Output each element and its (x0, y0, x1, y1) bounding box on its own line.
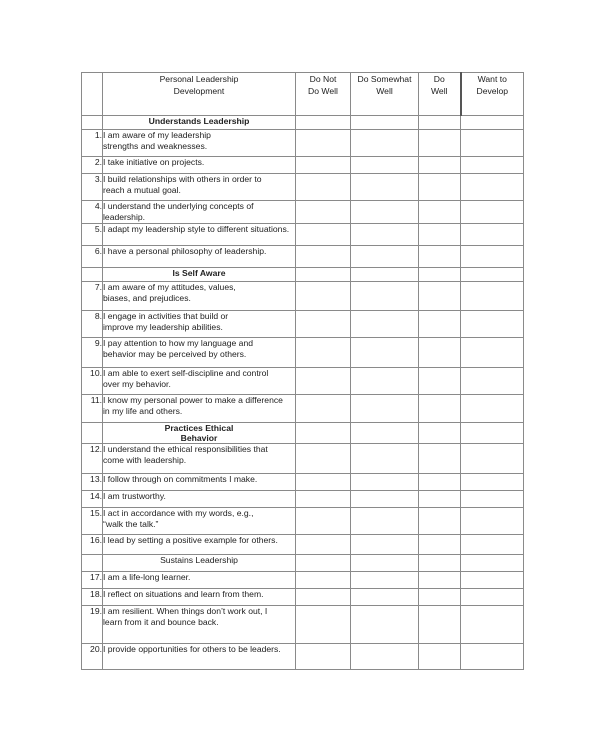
rating-want-to-develop-cell[interactable] (461, 644, 524, 670)
statement-text (103, 474, 296, 491)
rating-do-not-do-well-cell[interactable] (296, 444, 351, 474)
statement-number: 9. (82, 338, 103, 368)
rating-do-not-do-well-cell[interactable] (296, 157, 351, 174)
statement-text (103, 491, 296, 508)
rating-want-to-develop-cell[interactable] (461, 174, 524, 201)
statement-row (82, 174, 524, 201)
rating-want-to-develop-cell[interactable] (461, 201, 524, 224)
statement-number: 4. (82, 201, 103, 224)
statement-number: 11. (82, 395, 103, 423)
rating-do-somewhat-well-cell[interactable] (351, 444, 419, 474)
statement-text (103, 338, 296, 368)
text-line: come with leadership. (103, 455, 187, 465)
statement-number: 3. (82, 174, 103, 201)
statement-text (103, 174, 296, 201)
text-line: I adapt my leadership style to different situations. (103, 224, 290, 234)
rating-do-somewhat-well-cell[interactable] (351, 311, 419, 338)
section-row (82, 268, 524, 282)
rating-want-to-develop-cell[interactable] (461, 572, 524, 589)
rating-do-well-cell[interactable] (419, 201, 461, 224)
statement-text (103, 508, 296, 535)
rating-do-not-do-well-cell[interactable] (296, 338, 351, 368)
statement-row (82, 444, 524, 474)
rating-want-to-develop-cell[interactable] (461, 130, 524, 157)
statement-number: 19. (82, 606, 103, 644)
text-line: behavior may be perceived by others. (103, 349, 247, 359)
statement-number: 8. (82, 311, 103, 338)
section-number-cell (82, 555, 103, 572)
statement-number: 17. (82, 572, 103, 589)
text-line: improve my leadership abilities. (103, 322, 223, 332)
rating-do-well-cell[interactable] (419, 644, 461, 670)
text-line: reach a mutual goal. (103, 185, 181, 195)
text-line: I am able to exert self-discipline and control (103, 368, 269, 378)
rating-want-to-develop-cell[interactable] (461, 474, 524, 491)
statement-row (82, 157, 524, 174)
text-line: I understand the underlying concepts of (103, 201, 254, 211)
statement-row (82, 535, 524, 555)
rating-do-not-do-well-cell[interactable] (296, 535, 351, 555)
section-title (103, 555, 296, 572)
rating-want-to-develop-cell[interactable] (461, 116, 524, 130)
statement-text (103, 282, 296, 311)
rating-want-to-develop-cell[interactable] (461, 268, 524, 282)
statement-row (82, 201, 524, 224)
rating-do-well-cell[interactable] (419, 224, 461, 246)
statement-row (82, 338, 524, 368)
rating-do-somewhat-well-cell[interactable] (351, 157, 419, 174)
statement-row (82, 508, 524, 535)
rating-want-to-develop-cell[interactable] (461, 282, 524, 311)
rating-want-to-develop-cell[interactable] (461, 311, 524, 338)
rating-do-somewhat-well-cell[interactable] (351, 201, 419, 224)
header-do-well: Do Well (419, 73, 461, 116)
rating-do-somewhat-well-cell[interactable] (351, 116, 419, 130)
section-number-cell (82, 423, 103, 444)
rating-do-well-cell[interactable] (419, 508, 461, 535)
header-row (82, 73, 524, 116)
rating-do-well-cell[interactable] (419, 606, 461, 644)
rating-want-to-develop-cell[interactable] (461, 338, 524, 368)
rating-want-to-develop-cell[interactable] (461, 423, 524, 444)
statement-number: 10. (82, 368, 103, 395)
rating-do-somewhat-well-cell[interactable] (351, 589, 419, 606)
rating-do-well-cell[interactable] (419, 423, 461, 444)
rating-do-well-cell[interactable] (419, 368, 461, 395)
rating-do-well-cell[interactable] (419, 311, 461, 338)
section-title (103, 116, 296, 130)
header-title-line: Personal Leadership (159, 74, 239, 84)
rating-do-well-cell[interactable] (419, 444, 461, 474)
rating-do-somewhat-well-cell[interactable] (351, 282, 419, 311)
rating-want-to-develop-cell[interactable] (461, 508, 524, 535)
rating-do-well-cell[interactable] (419, 555, 461, 572)
statement-number: 16. (82, 535, 103, 555)
statement-text (103, 246, 296, 268)
statement-row (82, 474, 524, 491)
statement-row (82, 589, 524, 606)
statement-row (82, 644, 524, 670)
text-line: “walk the talk.” (103, 519, 159, 529)
statement-number: 12. (82, 444, 103, 474)
rating-do-somewhat-well-cell[interactable] (351, 395, 419, 423)
rating-do-well-cell[interactable] (419, 491, 461, 508)
statement-row (82, 368, 524, 395)
rating-do-well-cell[interactable] (419, 474, 461, 491)
text-line: strengths and weaknesses. (103, 141, 208, 151)
statement-row (82, 282, 524, 311)
statement-number: 18. (82, 589, 103, 606)
statement-text (103, 224, 296, 246)
section-row (82, 116, 524, 130)
rating-do-well-cell[interactable] (419, 589, 461, 606)
text-line: I am aware of my attitudes, values, (103, 282, 236, 292)
rating-do-somewhat-well-cell[interactable] (351, 491, 419, 508)
text-line: I am trustworthy. (103, 491, 166, 501)
rating-do-somewhat-well-cell[interactable] (351, 474, 419, 491)
statement-number: 2. (82, 157, 103, 174)
rating-do-well-cell[interactable] (419, 268, 461, 282)
rating-do-somewhat-well-cell[interactable] (351, 246, 419, 268)
rating-want-to-develop-cell[interactable] (461, 224, 524, 246)
text-line: I am a life-long learner. (103, 572, 191, 582)
rating-do-not-do-well-cell[interactable] (296, 201, 351, 224)
rating-do-somewhat-well-cell[interactable] (351, 644, 419, 670)
header-number-cell (82, 73, 103, 116)
text-line: in my life and others. (103, 406, 183, 416)
statement-text (103, 644, 296, 670)
statement-row (82, 572, 524, 589)
statement-number: 7. (82, 282, 103, 311)
statement-text (103, 157, 296, 174)
rating-do-somewhat-well-cell[interactable] (351, 224, 419, 246)
header-do-not-do-well: Do Not Do Well (296, 73, 351, 116)
text-line: Understands Leadership (148, 116, 250, 126)
rating-do-well-cell[interactable] (419, 338, 461, 368)
statement-row (82, 224, 524, 246)
rating-do-somewhat-well-cell[interactable] (351, 174, 419, 201)
section-row (82, 555, 524, 572)
rating-want-to-develop-cell[interactable] (461, 246, 524, 268)
text-line: I reflect on situations and learn from them. (103, 589, 264, 599)
text-line: I lead by setting a positive example for others. (103, 535, 278, 545)
rating-want-to-develop-cell[interactable] (461, 491, 524, 508)
rating-do-not-do-well-cell[interactable] (296, 174, 351, 201)
rating-do-well-cell[interactable] (419, 174, 461, 201)
statement-row (82, 246, 524, 268)
text-line: I provide opportunities for others to be leaders. (103, 644, 281, 654)
rating-do-not-do-well-cell[interactable] (296, 311, 351, 338)
section-row (82, 423, 524, 444)
rating-want-to-develop-cell[interactable] (461, 535, 524, 555)
rating-do-somewhat-well-cell[interactable] (351, 130, 419, 157)
statement-text (103, 130, 296, 157)
rating-do-not-do-well-cell[interactable] (296, 282, 351, 311)
section-number-cell (82, 116, 103, 130)
statement-row (82, 606, 524, 644)
header-do-somewhat-well: Do Somewhat Well (351, 73, 419, 116)
rating-do-not-do-well-cell[interactable] (296, 395, 351, 423)
rating-do-somewhat-well-cell[interactable] (351, 338, 419, 368)
rating-do-not-do-well-cell[interactable] (296, 572, 351, 589)
statement-row (82, 395, 524, 423)
rating-do-well-cell[interactable] (419, 282, 461, 311)
rating-do-well-cell[interactable] (419, 535, 461, 555)
statement-number: 13. (82, 474, 103, 491)
rating-do-well-cell[interactable] (419, 246, 461, 268)
rating-do-not-do-well-cell[interactable] (296, 491, 351, 508)
statement-row (82, 130, 524, 157)
rating-do-not-do-well-cell[interactable] (296, 246, 351, 268)
rating-do-somewhat-well-cell[interactable] (351, 535, 419, 555)
text-line: I have a personal philosophy of leadership. (103, 246, 267, 256)
statement-number: 15. (82, 508, 103, 535)
statement-text (103, 201, 296, 224)
rating-do-well-cell[interactable] (419, 130, 461, 157)
rating-do-not-do-well-cell[interactable] (296, 116, 351, 130)
rating-do-well-cell[interactable] (419, 116, 461, 130)
rating-do-not-do-well-cell[interactable] (296, 423, 351, 444)
section-title (103, 423, 296, 444)
rating-do-somewhat-well-cell[interactable] (351, 606, 419, 644)
statement-text (103, 395, 296, 423)
statement-number: 14. (82, 491, 103, 508)
text-line: over my behavior. (103, 379, 171, 389)
statement-row (82, 491, 524, 508)
rating-do-somewhat-well-cell[interactable] (351, 368, 419, 395)
rating-do-not-do-well-cell[interactable] (296, 130, 351, 157)
text-line: leadership. (103, 212, 146, 222)
section-title (103, 268, 296, 282)
text-line: Is Self Aware (172, 268, 226, 278)
rating-do-not-do-well-cell[interactable] (296, 606, 351, 644)
text-line: I act in accordance with my words, e.g., (103, 508, 254, 518)
section-number-cell (82, 268, 103, 282)
statement-text (103, 589, 296, 606)
text-line: I build relationships with others in order to (103, 174, 262, 184)
text-line: I pay attention to how my language and (103, 338, 254, 348)
header-title-cell (103, 73, 296, 116)
rating-do-not-do-well-cell[interactable] (296, 474, 351, 491)
text-line: I follow through on commitments I make. (103, 474, 258, 484)
rating-want-to-develop-cell[interactable] (461, 444, 524, 474)
text-line: I take initiative on projects. (103, 157, 205, 167)
statement-number: 1. (82, 130, 103, 157)
text-line: Practices Ethical (164, 423, 234, 433)
statement-text (103, 606, 296, 644)
rating-do-somewhat-well-cell[interactable] (351, 423, 419, 444)
rating-do-not-do-well-cell[interactable] (296, 644, 351, 670)
statement-number: 5. (82, 224, 103, 246)
text-line: I am resilient. When things don’t work out, I (103, 606, 268, 616)
rating-want-to-develop-cell[interactable] (461, 555, 524, 572)
text-line: I engage in activities that build or (103, 311, 229, 321)
rating-do-somewhat-well-cell[interactable] (351, 555, 419, 572)
rating-do-not-do-well-cell[interactable] (296, 508, 351, 535)
text-line: I know my personal power to make a difference (103, 395, 283, 405)
text-line: Behavior (180, 433, 218, 443)
rating-want-to-develop-cell[interactable] (461, 157, 524, 174)
text-line: I understand the ethical responsibilities that (103, 444, 268, 454)
rating-do-well-cell[interactable] (419, 572, 461, 589)
rating-do-not-do-well-cell[interactable] (296, 555, 351, 572)
rating-do-well-cell[interactable] (419, 395, 461, 423)
text-line: Sustains Leadership (160, 555, 238, 565)
header-title-line: Development (173, 86, 225, 96)
rating-want-to-develop-cell[interactable] (461, 606, 524, 644)
rating-do-well-cell[interactable] (419, 157, 461, 174)
text-line: learn from it and bounce back. (103, 617, 219, 627)
rating-do-not-do-well-cell[interactable] (296, 589, 351, 606)
rating-do-not-do-well-cell[interactable] (296, 368, 351, 395)
text-line: biases, and prejudices. (103, 293, 191, 303)
statement-number: 20. (82, 644, 103, 670)
text-line: I am aware of my leadership (103, 130, 211, 140)
rating-do-not-do-well-cell[interactable] (296, 224, 351, 246)
statement-text (103, 535, 296, 555)
statement-text (103, 444, 296, 474)
rating-do-somewhat-well-cell[interactable] (351, 268, 419, 282)
statement-number: 6. (82, 246, 103, 268)
leadership-self-assessment-table (81, 72, 524, 670)
rating-do-not-do-well-cell[interactable] (296, 268, 351, 282)
rating-want-to-develop-cell[interactable] (461, 368, 524, 395)
rating-want-to-develop-cell[interactable] (461, 395, 524, 423)
statement-text (103, 572, 296, 589)
statement-text (103, 368, 296, 395)
rating-want-to-develop-cell[interactable] (461, 589, 524, 606)
rating-do-somewhat-well-cell[interactable] (351, 572, 419, 589)
statement-text (103, 311, 296, 338)
header-want-to-develop: Want to Develop (461, 73, 524, 116)
rating-do-somewhat-well-cell[interactable] (351, 508, 419, 535)
statement-row (82, 311, 524, 338)
